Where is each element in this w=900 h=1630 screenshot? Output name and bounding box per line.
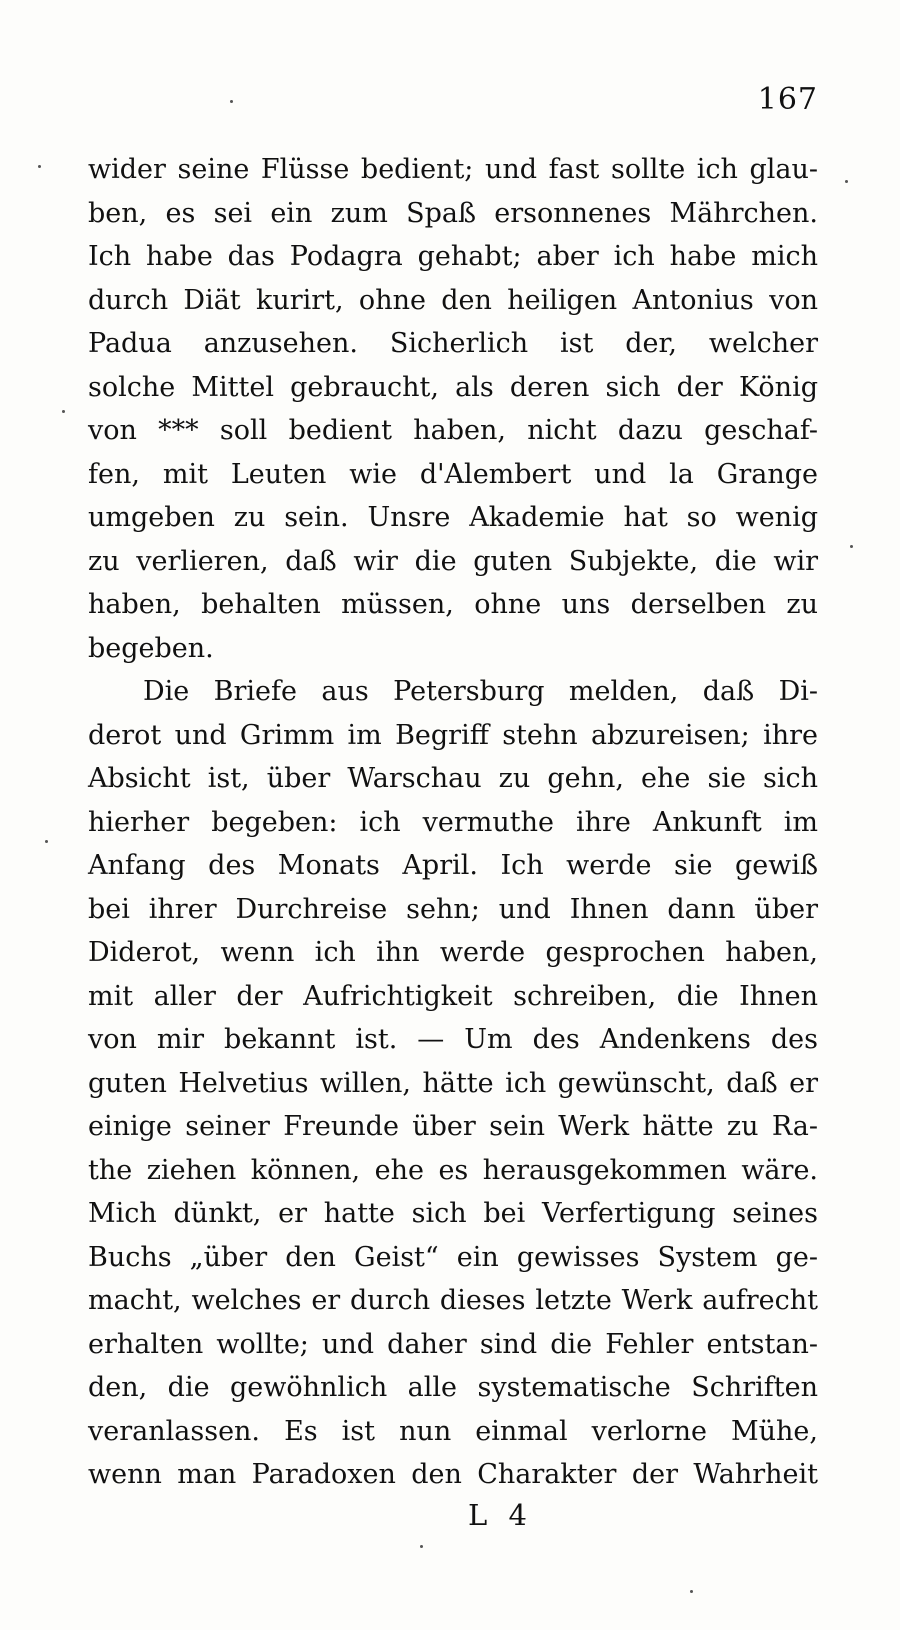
text-line: ben, es sei ein zum Spaß ersonnenes Mährchen. (88, 197, 818, 229)
print-speck (38, 165, 41, 168)
text-line: erhalten wollte; und daher sind die Fehler entstan- (88, 1328, 818, 1360)
text-line: Die Briefe aus Petersburg melden, daß Di- (143, 676, 818, 707)
paragraph-1 (88, 148, 818, 670)
text-line: macht, welches er durch dieses letzte Werk aufrecht (88, 1285, 818, 1316)
text-line: umgeben zu sein. Unsre Akademie hat so wenig (88, 502, 818, 533)
text-line: von *** soll bedient haben, nicht dazu geschaf- (88, 415, 818, 446)
text-line: guten Helvetius willen, hätte ich gewünscht, daß er (88, 1067, 818, 1099)
text-line: zu verlieren, daß wir die guten Subjekte, die wir (88, 545, 818, 577)
text-line: bei ihrer Durchreise sehn; und Ihnen dann über (88, 893, 818, 925)
text-line: solche Mittel gebraucht, als deren sich der König (88, 371, 818, 403)
text-line: Padua anzusehen. Sicherlich ist der, welcher (88, 328, 818, 359)
text-line: mit aller der Aufrichtigkeit schreiben, die Ihnen (88, 980, 818, 1012)
print-speck (845, 180, 848, 183)
text-line: Absicht ist, über Warschau zu gehn, ehe sie sich (88, 763, 818, 794)
page-number: 167 (757, 82, 818, 117)
text-line: Ich habe das Podagra gehabt; aber ich habe mich (88, 241, 818, 272)
text-line: einige seiner Freunde über sein Werk hätte zu Ra- (88, 1111, 818, 1142)
text-line: wenn man Paradoxen den Charakter der Wahrheit (88, 1459, 818, 1490)
text-line: haben, behalten müssen, ohne uns derselben zu (88, 589, 818, 620)
paragraph-2 (88, 670, 818, 1497)
print-speck (690, 1590, 693, 1593)
text-line: the ziehen können, ehe es herausgekommen wäre. (88, 1154, 818, 1186)
signature-mark: L 4 (468, 1498, 533, 1532)
text-line: hierher begeben: ich vermuthe ihre Ankunft im (88, 806, 818, 838)
text-line: begeben. (88, 632, 214, 664)
text-line: derot und Grimm im Begriff stehn abzureisen; ihre (88, 719, 818, 751)
text-line: den, die gewöhnlich alle systematische Schriften (88, 1372, 818, 1403)
print-speck (420, 1545, 423, 1548)
text-line: veranlassen. Es ist nun einmal verlorne Mühe, (88, 1415, 818, 1447)
text-line: wider seine Flüsse bedient; und fast sollte ich glau- (88, 154, 818, 185)
text-line: durch Diät kurirt, ohne den heiligen Antonius von (88, 284, 818, 316)
text-line: Mich dünkt, er hatte sich bei Verfertigung seines (88, 1198, 818, 1229)
body-text (88, 148, 818, 1497)
print-speck (45, 840, 48, 843)
print-speck (850, 545, 853, 548)
text-line: von mir bekannt ist. — Um des Andenkens des (88, 1024, 818, 1055)
text-line: Anfang des Monats April. Ich werde sie gewiß (88, 850, 818, 881)
text-line: Buchs „über den Geist“ ein gewisses System ge- (88, 1241, 818, 1273)
print-speck (62, 410, 65, 413)
text-line: fen, mit Leuten wie d'Alembert und la Grange (88, 458, 818, 490)
print-speck (230, 100, 233, 103)
text-line: Diderot, wenn ich ihn werde gesprochen haben, (88, 937, 818, 968)
